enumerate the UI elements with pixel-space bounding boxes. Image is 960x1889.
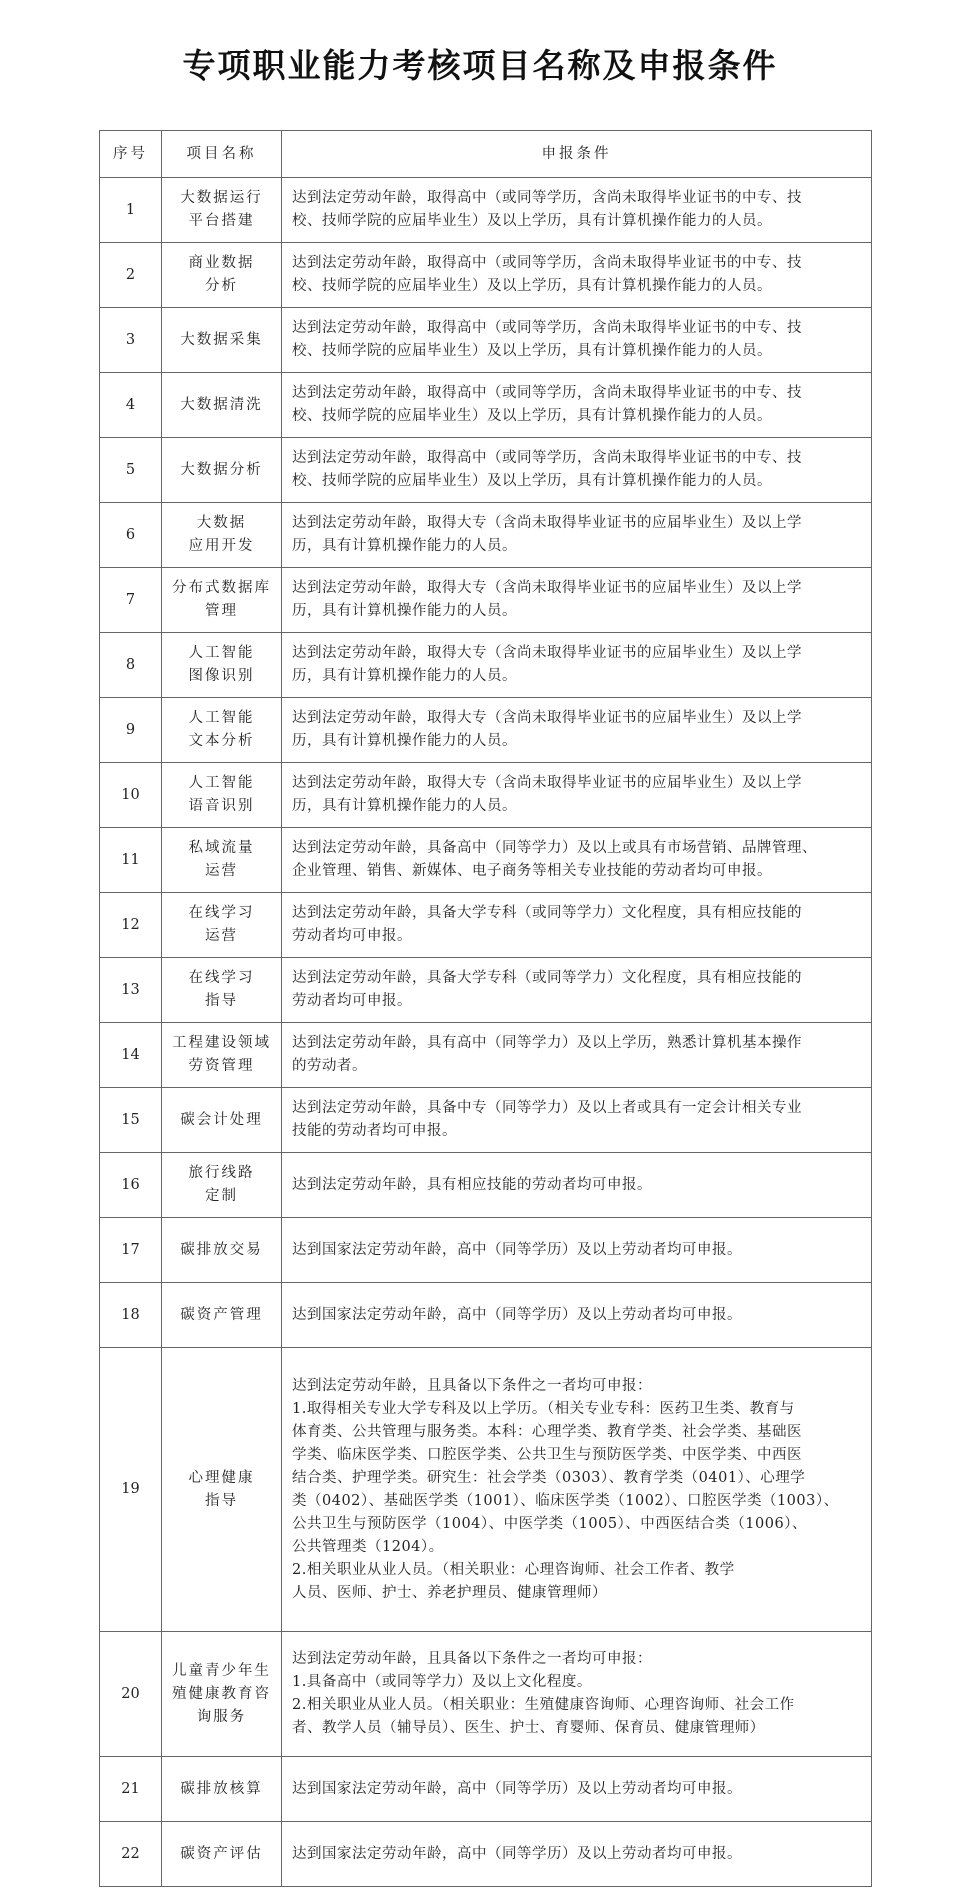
condition-line: 劳动者均可申报。: [292, 928, 412, 944]
condition-line: 体育类、公共管理与服务类。本科：心理学类、教育学类、社会学类、基础医: [292, 1423, 802, 1440]
condition-line: 达到法定劳动年龄，取得高中（或同等学历，含尚未取得毕业证书的中专、技: [292, 320, 802, 336]
condition-line: 达到法定劳动年龄，取得高中（或同等学历，含尚未取得毕业证书的中专、技: [292, 450, 802, 466]
project-name: [162, 1757, 282, 1822]
application-condition: [282, 503, 872, 568]
project-name: [162, 763, 282, 828]
project-name-line: 碳资产评估: [180, 1845, 263, 1862]
project-name-line: 碳排放交易: [180, 1241, 263, 1258]
project-name-line: 大数据清洗: [180, 396, 263, 413]
project-name-line: 在线学习: [188, 970, 255, 986]
project-name-line: 图像识别: [188, 668, 255, 684]
project-name: [162, 568, 282, 633]
project-name: [162, 1283, 282, 1348]
project-name-line: 指导: [205, 993, 238, 1009]
application-condition: [282, 1283, 872, 1348]
row-number: 9: [100, 698, 162, 763]
condition-line: 历，具有计算机操作能力的人员。: [292, 668, 517, 684]
project-name-line: 劳资管理: [188, 1058, 255, 1074]
project-name-line: 大数据分析: [180, 461, 263, 478]
row-number: 14: [100, 1023, 162, 1088]
condition-line: 历，具有计算机操作能力的人员。: [292, 733, 517, 749]
table-row: [100, 828, 872, 893]
condition-line: 达到国家法定劳动年龄，高中（同等学历）及以上劳动者均可申报。: [292, 1845, 742, 1862]
project-name-line: 分析: [205, 278, 238, 294]
condition-line: 校、技师学院的应届毕业生）及以上学历，具有计算机操作能力的人员。: [292, 213, 772, 229]
project-name: [162, 1023, 282, 1088]
project-name-line: 应用开发: [188, 538, 255, 554]
project-name-line: 运营: [205, 928, 238, 944]
condition-line: 历，具有计算机操作能力的人员。: [292, 603, 517, 619]
row-number: 1: [100, 178, 162, 243]
condition-line: 达到法定劳动年龄，具备中专（同等学力）及以上者或具有一定会计相关专业: [292, 1100, 802, 1116]
header-cond: 申报条件: [282, 131, 872, 178]
row-number: 17: [100, 1218, 162, 1283]
table-row: [100, 698, 872, 763]
condition-line: 企业管理、销售、新媒体、电子商务等相关专业技能的劳动者均可申报。: [292, 863, 772, 879]
condition-line: 达到法定劳动年龄，具备大学专科（或同等学力）文化程度，具有相应技能的: [292, 970, 802, 986]
condition-line: 公共卫生与预防医学（1004）、中医学类（1005）、中西医结合类（1006）、: [292, 1515, 807, 1532]
table-header-row: [100, 131, 872, 178]
project-name-line: 平台搭建: [188, 213, 255, 229]
condition-line: 达到法定劳动年龄，取得大专（含尚未取得毕业证书的应届毕业生）及以上学: [292, 580, 802, 596]
project-name: [162, 178, 282, 243]
project-name-line: 私域流量: [188, 840, 255, 856]
table-row: [100, 503, 872, 568]
condition-line: 历，具有计算机操作能力的人员。: [292, 538, 517, 554]
table-row: [100, 1218, 872, 1283]
condition-line: 达到法定劳动年龄，取得大专（含尚未取得毕业证书的应届毕业生）及以上学: [292, 775, 802, 791]
project-name: [162, 243, 282, 308]
condition-line: 校、技师学院的应届毕业生）及以上学历，具有计算机操作能力的人员。: [292, 343, 772, 359]
project-name-line: 在线学习: [188, 905, 255, 921]
table-row: [100, 308, 872, 373]
table-row: [100, 893, 872, 958]
row-number: 18: [100, 1283, 162, 1348]
table-row: [100, 243, 872, 308]
project-name-line: 儿童青少年生: [172, 1662, 271, 1679]
condition-line: 校、技师学院的应届毕业生）及以上学历，具有计算机操作能力的人员。: [292, 473, 772, 489]
project-name: [162, 828, 282, 893]
condition-line: 达到法定劳动年龄，取得高中（或同等学历，含尚未取得毕业证书的中专、技: [292, 255, 802, 271]
condition-line: 达到法定劳动年龄，具备大学专科（或同等学力）文化程度，具有相应技能的: [292, 905, 802, 921]
row-number: 4: [100, 373, 162, 438]
application-condition: [282, 1153, 872, 1218]
application-condition: [282, 1218, 872, 1283]
project-name: [162, 893, 282, 958]
project-name: [162, 698, 282, 763]
table-row: [100, 1822, 872, 1887]
project-name: [162, 958, 282, 1023]
project-name: [162, 1218, 282, 1283]
project-name: [162, 373, 282, 438]
project-name-line: 碳资产管理: [180, 1306, 263, 1323]
condition-line: 达到法定劳动年龄，取得高中（或同等学历，含尚未取得毕业证书的中专、技: [292, 190, 802, 206]
application-condition: [282, 178, 872, 243]
condition-line: 达到法定劳动年龄，具有高中（同等学力）及以上学历，熟悉计算机基本操作: [292, 1035, 802, 1051]
table-row: [100, 373, 872, 438]
row-number: 12: [100, 893, 162, 958]
condition-line: 达到国家法定劳动年龄，高中（同等学历）及以上劳动者均可申报。: [292, 1241, 742, 1258]
application-condition: [282, 438, 872, 503]
condition-line: 人员、医师、护士、养老护理员、健康管理师）: [292, 1584, 607, 1601]
row-number: 19: [100, 1348, 162, 1632]
project-name: [162, 1348, 282, 1632]
application-condition: [282, 958, 872, 1023]
header-num: 序号: [100, 131, 162, 178]
project-name-line: 碳排放核算: [180, 1780, 263, 1797]
project-name-line: 大数据运行: [180, 190, 263, 206]
page-title: 专项职业能力考核项目名称及申报条件: [182, 46, 778, 85]
row-number: 2: [100, 243, 162, 308]
table-row: [100, 1348, 872, 1632]
project-name-line: 碳会计处理: [180, 1111, 263, 1128]
row-number: 15: [100, 1088, 162, 1153]
table-row: [100, 1023, 872, 1088]
project-name-line: 询服务: [196, 1708, 247, 1725]
row-number: 6: [100, 503, 162, 568]
table-row: [100, 1757, 872, 1822]
condition-line: 达到法定劳动年龄，且具备以下条件之一者均可申报：: [292, 1651, 652, 1667]
project-name-line: 语音识别: [188, 798, 255, 814]
row-number: 10: [100, 763, 162, 828]
project-name-line: 人工智能: [188, 710, 255, 726]
condition-line: 达到法定劳动年龄，具备高中（同等学力）及以上或具有市场营销、品牌管理、: [292, 840, 817, 856]
row-number: 5: [100, 438, 162, 503]
condition-line: 校、技师学院的应届毕业生）及以上学历，具有计算机操作能力的人员。: [292, 408, 772, 424]
project-name-line: 运营: [205, 863, 238, 879]
table-row: [100, 763, 872, 828]
row-number: 21: [100, 1757, 162, 1822]
application-condition: [282, 893, 872, 958]
condition-line: 1.具备高中（或同等学力）及以上文化程度。: [292, 1674, 592, 1690]
condition-line: 结合类、护理学类。研究生：社会学类（0303）、教育学类（0401）、心理学: [292, 1469, 806, 1486]
project-name-line: 指导: [205, 1492, 238, 1509]
condition-line: 达到国家法定劳动年龄，高中（同等学历）及以上劳动者均可申报。: [292, 1306, 742, 1323]
project-name-line: 管理: [205, 603, 238, 619]
condition-line: 的劳动者。: [292, 1058, 367, 1074]
condition-line: 劳动者均可申报。: [292, 993, 412, 1009]
project-name-line: 分布式数据库: [172, 580, 271, 596]
table-row: [100, 1153, 872, 1218]
application-condition: [282, 1088, 872, 1153]
application-condition: [282, 1348, 872, 1632]
row-number: 11: [100, 828, 162, 893]
project-name: [162, 438, 282, 503]
condition-line: 达到法定劳动年龄，取得大专（含尚未取得毕业证书的应届毕业生）及以上学: [292, 645, 802, 661]
table-row: [100, 178, 872, 243]
table-row: [100, 438, 872, 503]
project-name: [162, 1088, 282, 1153]
condition-line: 达到法定劳动年龄，且具备以下条件之一者均可申报：: [292, 1377, 652, 1394]
table-row: [100, 1088, 872, 1153]
project-name-line: 文本分析: [188, 733, 255, 749]
condition-line: 技能的劳动者均可申报。: [292, 1123, 457, 1139]
condition-line: 1.取得相关专业大学专科及以上学历。（相关专业专科：医药卫生类、教育与: [292, 1400, 795, 1417]
project-name-line: 定制: [205, 1188, 238, 1204]
condition-line: 2.相关职业从业人员。（相关职业：生殖健康咨询师、心理咨询师、社会工作: [292, 1697, 795, 1713]
application-condition: [282, 1757, 872, 1822]
application-condition: [282, 763, 872, 828]
condition-line: 达到法定劳动年龄，取得大专（含尚未取得毕业证书的应届毕业生）及以上学: [292, 515, 802, 531]
condition-line: 达到法定劳动年龄，具有相应技能的劳动者均可申报。: [292, 1176, 652, 1193]
table-row: [100, 958, 872, 1023]
row-number: 7: [100, 568, 162, 633]
application-condition: [282, 243, 872, 308]
condition-line: 公共管理类（1204）。: [292, 1538, 444, 1555]
application-condition: [282, 568, 872, 633]
condition-line: 校、技师学院的应届毕业生）及以上学历，具有计算机操作能力的人员。: [292, 278, 772, 294]
project-name-line: 心理健康: [188, 1469, 255, 1486]
application-condition: [282, 1023, 872, 1088]
project-name: [162, 633, 282, 698]
condition-line: 历，具有计算机操作能力的人员。: [292, 798, 517, 814]
table-row: [100, 1632, 872, 1757]
condition-line: 者、教学人员（辅导员）、医生、护士、育婴师、保育员、健康管理师）: [292, 1720, 765, 1736]
application-condition: [282, 698, 872, 763]
condition-line: 类（0402）、基础医学类（1001）、临床医学类（1002）、口腔医学类（1003）、: [292, 1492, 839, 1509]
project-name: [162, 1632, 282, 1757]
header-name: 项目名称: [162, 131, 282, 178]
project-name-line: 人工智能: [188, 775, 255, 791]
application-condition: [282, 1632, 872, 1757]
application-condition: [282, 828, 872, 893]
project-name: [162, 308, 282, 373]
project-name: [162, 1153, 282, 1218]
table-row: [100, 1283, 872, 1348]
project-name-line: 旅行线路: [188, 1165, 255, 1181]
project-name: [162, 1822, 282, 1887]
row-number: 3: [100, 308, 162, 373]
table-row: [100, 633, 872, 698]
application-condition: [282, 373, 872, 438]
row-number: 20: [100, 1632, 162, 1757]
project-name-line: 工程建设领域: [172, 1035, 271, 1051]
table-row: [100, 568, 872, 633]
project-name-line: 大数据: [196, 515, 247, 531]
project-name-line: 人工智能: [188, 645, 255, 661]
row-number: 13: [100, 958, 162, 1023]
condition-line: 学类、临床医学类、口腔医学类、公共卫生与预防医学类、中医学类、中西医: [292, 1446, 802, 1463]
project-name-line: 商业数据: [188, 255, 255, 271]
condition-line: 达到国家法定劳动年龄，高中（同等学历）及以上劳动者均可申报。: [292, 1780, 742, 1797]
application-condition: [282, 308, 872, 373]
application-condition: [282, 633, 872, 698]
row-number: 16: [100, 1153, 162, 1218]
row-number: 22: [100, 1822, 162, 1887]
project-table: [99, 130, 872, 1887]
condition-line: 达到法定劳动年龄，取得大专（含尚未取得毕业证书的应届毕业生）及以上学: [292, 710, 802, 726]
condition-line: 达到法定劳动年龄，取得高中（或同等学历，含尚未取得毕业证书的中专、技: [292, 385, 802, 401]
row-number: 8: [100, 633, 162, 698]
project-name: [162, 503, 282, 568]
project-name-line: 大数据采集: [180, 331, 263, 348]
application-condition: [282, 1822, 872, 1887]
project-name-line: 殖健康教育咨: [172, 1685, 271, 1702]
condition-line: 2.相关职业从业人员。（相关职业：心理咨询师、社会工作者、教学: [292, 1561, 735, 1578]
